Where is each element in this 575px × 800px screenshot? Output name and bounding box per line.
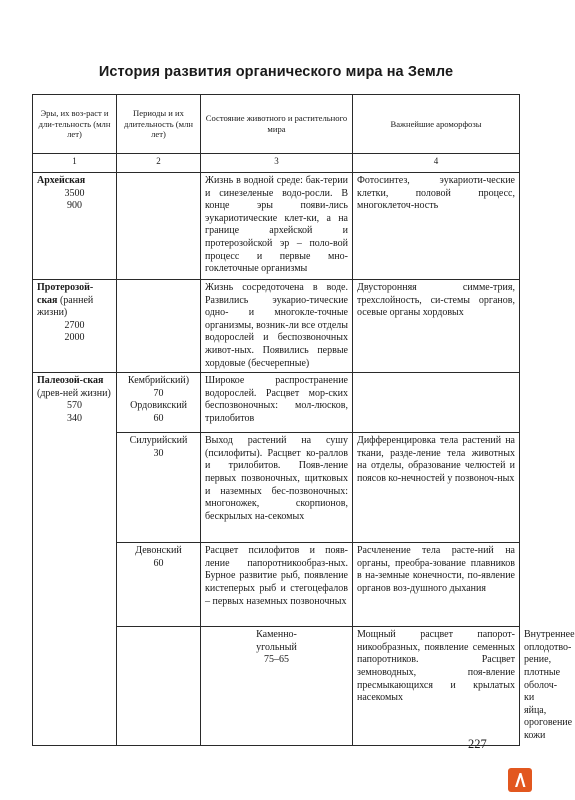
era-name: Палеозой-ская: [37, 375, 104, 387]
logo-glyph-icon: [513, 772, 527, 788]
header-life-state: Состояние животного и растительного мира: [201, 95, 353, 154]
history-table: [32, 94, 575, 746]
table-row: [33, 173, 520, 280]
life-state-cell: Мощный расцвет папорот-никообразных, появление семенных папоротников. Расцвет земноводных, поя-вление пресмыкающихся и крылатых насекомых: [353, 627, 520, 745]
era-cell: [33, 173, 117, 280]
era-name: Архейская: [37, 175, 86, 186]
era-cell: [117, 627, 201, 745]
column-number: 2: [117, 154, 201, 173]
aromorphosis-cell: Дифференцировка тела растений на ткани, разде-ление тела животных на отделы, образование челюстей и поясов ко-нечностей у позвоноч-ных: [353, 433, 520, 543]
life-state-cell: Выход растений на сушу (псилофиты). Расцвет ко-раллов и трилобитов. Появ-ление первых позвоночных, щитковых и наземных бес-позвоночных: многоножек, скорпионов, бескрылых на-секомых: [201, 433, 353, 543]
life-state-cell: Расцвет псилофитов и появ-ление папоротникообраз-ных. Бурное развитие рыб, появление кистеперых рыб и стегоцефалов – первых наземных позвоночных: [201, 543, 353, 627]
aromorphosis-cell: Фотосинтез, эукариоти-ческие клетки, половой процесс, многоклеточ-ность: [353, 173, 520, 280]
table-row: [33, 280, 520, 373]
period-cell: [117, 280, 201, 373]
page-number: 227: [468, 737, 487, 751]
era-number: 570: [67, 400, 82, 412]
publisher-logo-icon: [508, 768, 532, 792]
period-duration: 30: [153, 447, 164, 459]
column-number-row: [33, 154, 520, 173]
era-subtitle: (древ-ней жизни): [37, 387, 111, 399]
column-number: 1: [33, 154, 117, 173]
aromorphosis-cell: Двусторонняя симме-трия, трехслойность, си-стемы органов, осевые органы хордовых: [353, 280, 520, 373]
period-cell: [117, 173, 201, 280]
era-name: Протерозой-ская: [37, 282, 94, 306]
period-name: Ордовикский: [130, 400, 187, 412]
era-cell: [33, 280, 117, 373]
era-cell: [33, 373, 117, 745]
period-name: угольный: [256, 641, 297, 653]
era-number: 3500: [64, 187, 85, 199]
period-name: Кембрийский): [127, 375, 190, 387]
period-cell: [117, 373, 201, 433]
period-cell: [201, 627, 353, 745]
page-title: История развития органического мира на Земле: [98, 64, 454, 80]
life-state-cell: Жизнь сосредоточена в воде. Развились эукарио-тические одно- и многокле-точные организмы, возник-ли все отделы водорослей и беспозвоночных живот-ных. Появились первые хордовые (бесчерепные): [201, 280, 353, 373]
period-name: Силурийский: [129, 435, 188, 447]
table-header-row: [33, 95, 520, 154]
aromorphosis-cell: Расчленение тела расте-ний на органы, преобра-зование плавников в на-земные конечности, по-явление органов воз-душного дыхания: [353, 543, 520, 627]
column-number: 3: [201, 154, 353, 173]
life-state-cell: Жизнь в водной среде: бак-терии и синезеленые водо-росли. В конце эры появи-лись эукариотические клет-ки, а на границе архейской и протерозойской эр – поло-вой процесс и первые мно-гоклеточные организмы: [201, 173, 353, 280]
period-duration: 75–65: [264, 654, 289, 666]
column-number: 4: [353, 154, 520, 173]
period-duration: 60: [153, 412, 164, 424]
era-number: 900: [67, 200, 82, 212]
era-number: 340: [67, 412, 82, 424]
header-eras: Эры, их воз-раст и дли-тельность (млн лет): [33, 95, 117, 154]
header-aromorphoses: Важнейшие ароморфозы: [353, 95, 520, 154]
period-cell: [117, 433, 201, 543]
header-periods: Периоды и их длительность (млн лет): [117, 95, 201, 154]
era-number: 2700: [64, 319, 85, 331]
period-name: Девонский: [135, 545, 182, 557]
table-row: Каменно- угольный 75–65 Мощный расцвет папорот-никообразных, появление семенных папоротников. Расцвет земноводных, поя-вление пресмыкающихся и крылатых насекомых Внутреннее оплодотво-рение, плотные оболоч-ки яйца, ороговение кожи: [33, 627, 520, 745]
period-cell: [117, 543, 201, 627]
life-state-cell: Широкое распространение водорослей. Расцвет мор-ских беспозвоночных: мол-люсков, трилобитов: [201, 373, 353, 433]
table-row: [33, 373, 520, 433]
aromorphosis-cell: [353, 373, 520, 433]
era-number: 2000: [64, 332, 85, 344]
period-name: Каменно-: [256, 629, 297, 641]
era-subtitle: (ранней жизни): [37, 294, 94, 319]
period-duration: 70: [153, 387, 164, 399]
period-duration: 60: [153, 557, 164, 569]
